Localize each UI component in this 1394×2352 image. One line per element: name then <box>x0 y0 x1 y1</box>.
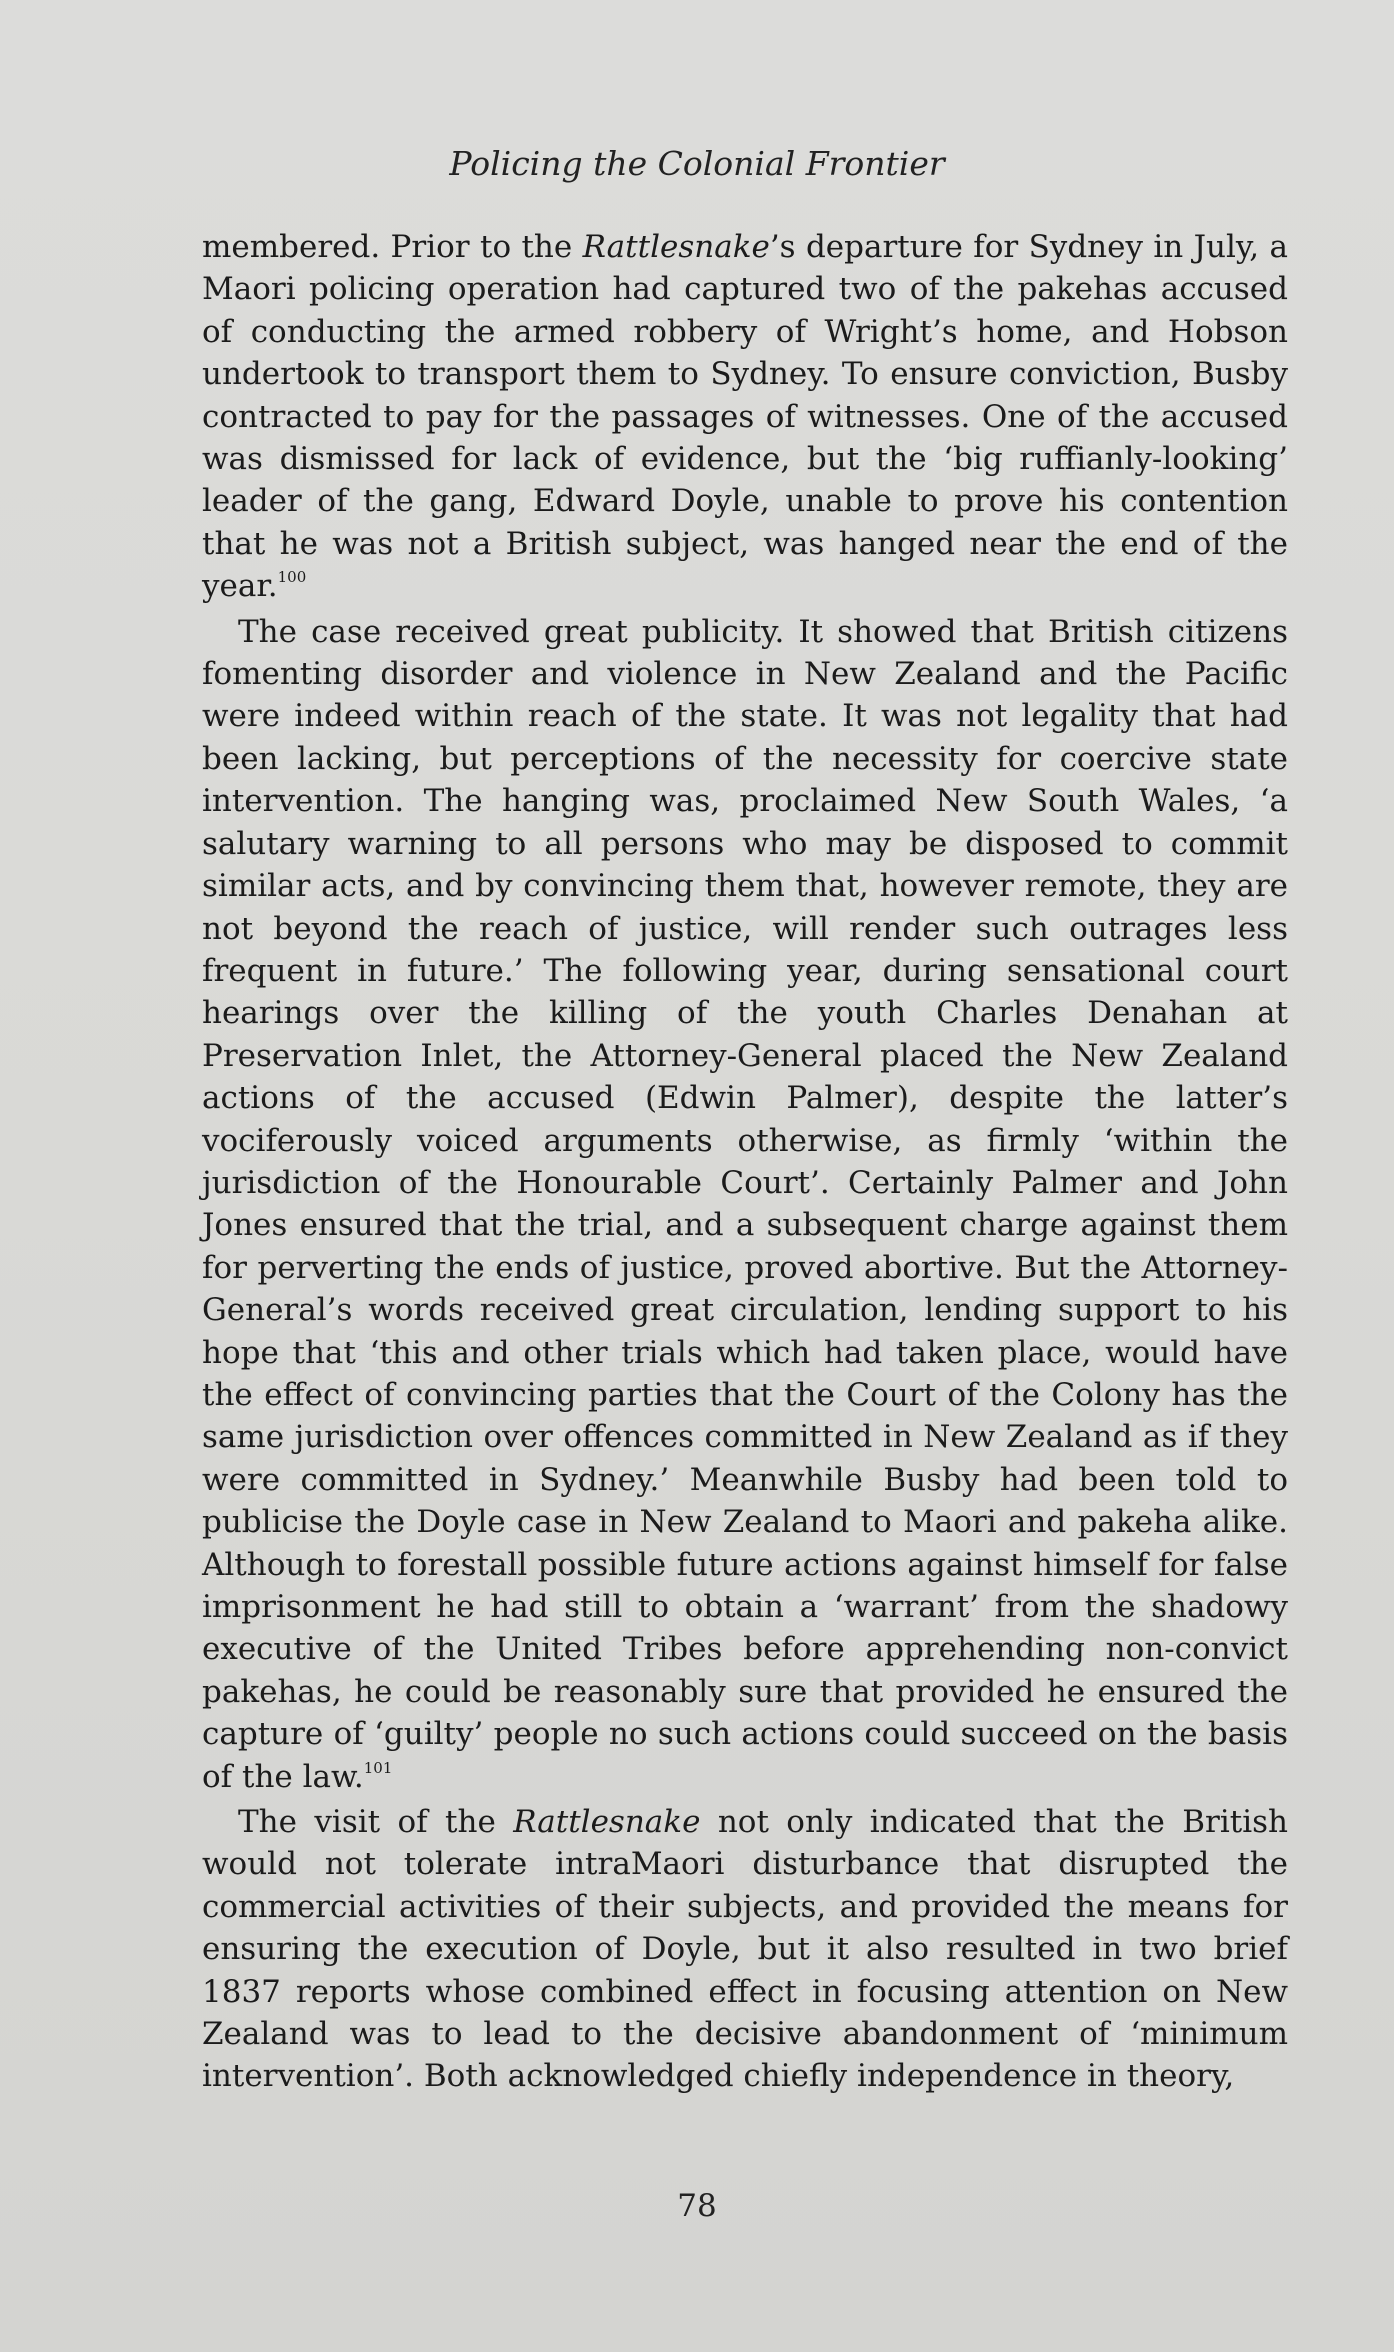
paragraph <box>202 611 1288 1798</box>
running-head: Policing the Colonial Frontier <box>449 144 945 183</box>
text-run: not only indicated that the British would not tolerate intraMaori disturbance that disrupted the commercial activities of their subjects, and provided the means for ensuring the execution of Doyle, but it also resulted in two brief 1837 reports whose combined effect in focusing attention on New Zealand was to lead to the decisive abandonment of ‘minimum intervention’. Both acknowledged chiefly independence in theory, <box>202 1804 1288 2095</box>
text-run: The case received great publicity. It showed that British citizens fomenting disorder and violence in New Zealand and the Pacific were indeed within reach of the state. It was not legality that had been lacking, but perceptions of the necessity for coercive state intervention. The hanging was, proclaimed New South Wales, ‘a salutary warning to all persons who may be disposed to commit similar acts, and by convincing them that, however remote, they are not beyond the reach of justice, will render such outrages less frequent in future.’ The following year, during sensational court hearings over the killing of the youth Charles Denahan at Preservation Inlet, the Attorney-General placed the New Zealand actions of the accused (Edwin Palmer), despite the latter’s vociferously voiced arguments otherwise, as firmly ‘within the jurisdiction of the Honourable Court’. Certainly Palmer and John Jones ensured that the trial, and a subsequent charge against them for perverting the ends of justice, proved abortive. But the Attorney-General’s words received great circulation, lending support to his hope that ‘this and other trials which had taken place, would have the effect of convincing parties that the Court of the Colony has the same jurisdiction over offences committed in New Zealand as if they were committed in Sydney.’ Meanwhile Busby had been told to publicise the Doyle case in New Zealand to Maori and pakeha alike. Although to forestall possible future actions against himself for false imprisonment he had still to obtain a ‘warrant’ from the shadowy executive of the United Tribes before apprehending non-convict pakehas, he could be reasonably sure that provided he ensured the capture of ‘guilty’ people no such actions could succeed on the basis of the law. <box>202 613 1288 1795</box>
footnote-ref: 101 <box>363 1758 393 1777</box>
text-run: The visit of the <box>238 1804 514 1841</box>
italic-title: Rattlesnake <box>513 1804 701 1841</box>
text-run: ’s departure for Sydney in July, a Maori policing operation had captured two of the pakehas accused of conducting the armed robbery of Wright’s home, and Hobson undertook to transport them to Sydney. To ensure conviction, Busby contracted to pay for the passages of witnesses. One of the accused was dismissed for lack of evidence, but the ‘big ruffianly-looking’ leader of the gang, Edward Doyle, unable to prove his contention that he was not a British subject, was hanged near the end of the year. <box>202 229 1288 605</box>
paragraph <box>202 1801 1288 2098</box>
footnote-ref: 100 <box>277 568 307 587</box>
text-run: membered. Prior to the <box>202 229 583 265</box>
italic-title: Rattlesnake <box>582 229 770 265</box>
page-number: 78 <box>677 2188 717 2224</box>
body-text <box>202 226 1288 2098</box>
paragraph <box>202 226 1288 608</box>
